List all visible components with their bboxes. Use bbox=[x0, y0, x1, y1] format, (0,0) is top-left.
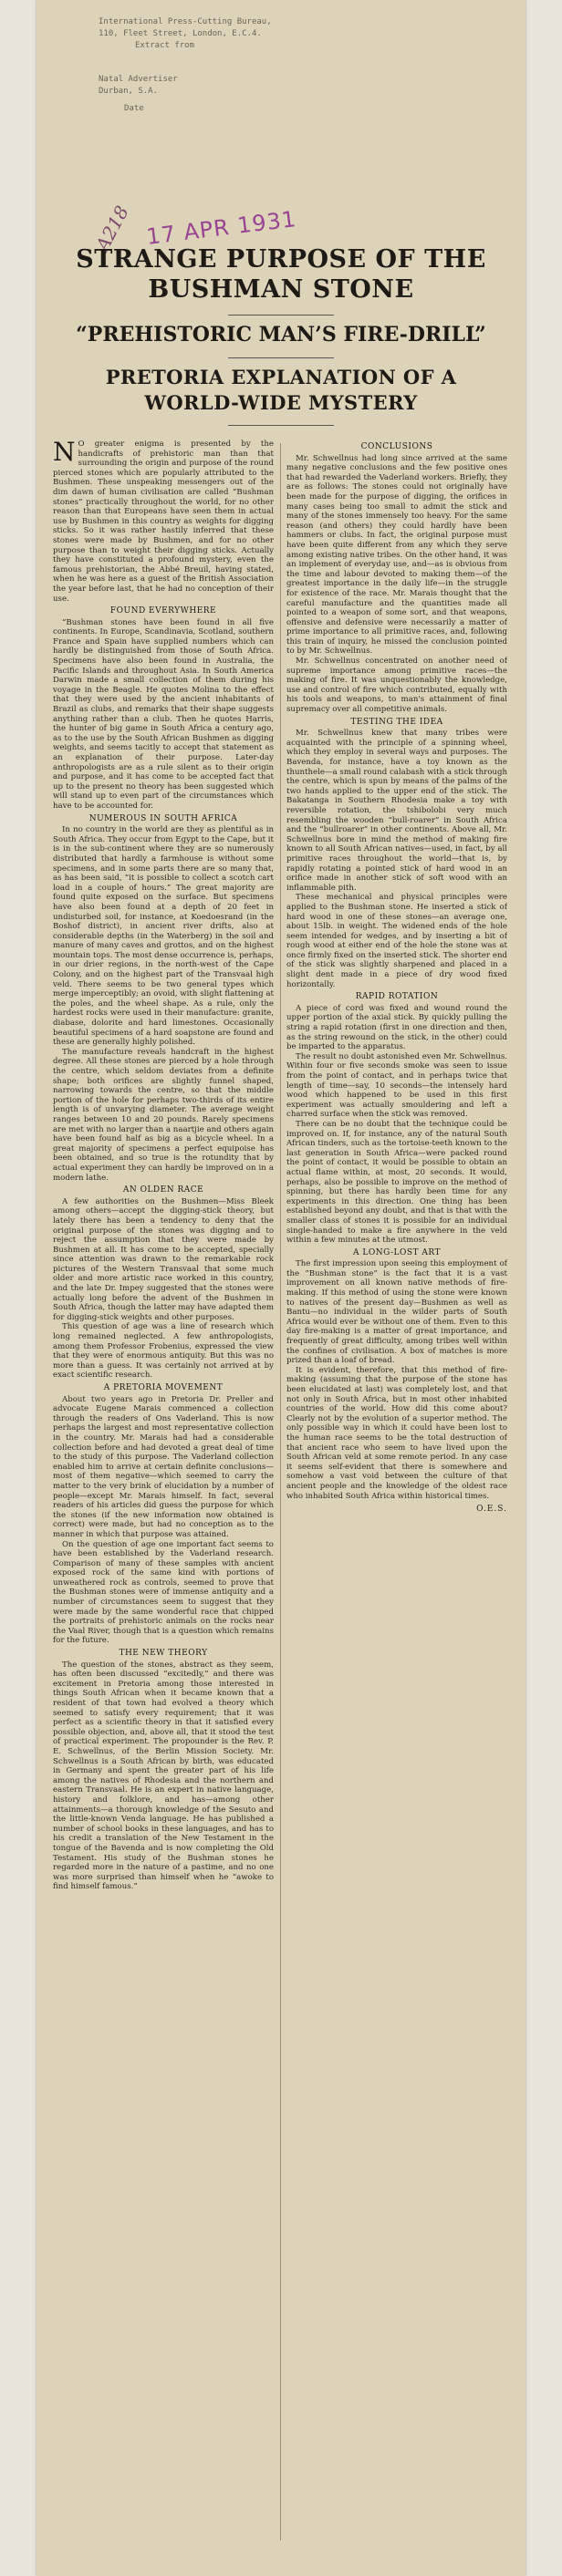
paragraph: Mr. Schwellnus knew that many tribes were acquainted with the principle of a spinning wheel, which they employ in several ways and purposes. The Bavenda, for instance, have a toy known as the thunthele—a small round calabash with a stick through the centre, which is spun by means of the palms of the two hands applied to the upper end of the stick. The Bakatanga in Southern Rhodesia make a toy with reversible rotation, the tshibolobi very much resembling the wooden “bull-roarer” in South Africa and the “bullroarer” in other continents. Above all, Mr. Schwellnus bore in mind the method of making fire known to all South African natives—used, in fact, by all primitive races throughout the world—that is, by rapidly rotating a pointed stick of hard wood in an orifice made in another stick of soft wood with an inflammable pith. bbox=[286, 729, 507, 893]
subhead-olden-race: AN OLDEN RACE bbox=[122, 1185, 204, 1195]
subhead-rapid-rotation: RAPID ROTATION bbox=[355, 992, 439, 1002]
subhead-pretoria-movement: A PRETORIA MOVEMENT bbox=[103, 1383, 224, 1392]
subdeck-headline: PRETORIA EXPLANATION OF A WORLD-WIDE MYSTERY bbox=[105, 366, 457, 414]
date-label: Date bbox=[124, 104, 144, 113]
paragraph: It is evident, therefore, that this method of fire-making (assuming that the purpose of the stone has been elucidated at last) was completely lost, and that not only in South Africa, but in most other inhabited countries of the world. How did this come about? Clearly not by the evolution of a superior method. The only possible way in which it could have been lost to the human race seems to be the total destruction of that ancient race who seem to have lived upon the South African veld at some remote period. In any case it seems self-evident that there is somewhere and somehow a vast void between the culture of that ancient people and the knowledge of the oldest race who inhabited South Africa within historical times. bbox=[286, 1365, 507, 1501]
source-newspaper: Natal Advertiser bbox=[99, 75, 178, 84]
paragraph: “Bushman stones have been found in all five continents. In Europe, Scandinavia, Scotland, southern France and Spain have supplied numbers which can hardly be distinguished from those of South Africa. Specimens have also been found in Australia, the Pacific Islands and throughout Asia. In South America Darwin made a small collection of them during his voyage in the Beagle. He quotes Molina to the effect that they were used by the ancient inhabitants of Brazil as clubs, and remarks that their shape suggests anything rather than a club. Then he quotes Harris, the hunter of big game in South Africa a century ago, as to the use by the South African Bushmen as digging weights, and seems tacitly to accept that statement as an explanation of their purpose. Later-day anthropologists are as a rule silent as to their origin and purpose, and it has come to be accepted fact that up to the present no theory has been suggested which will stand up to even part of the circumstances which have to be accounted for. bbox=[53, 617, 274, 811]
subhead-new-theory: THE NEW THEORY bbox=[119, 1649, 208, 1659]
paragraph: Mr. Schwellnus had long since arrived at the same many negative conclusions and the few positive ones that had rewarded the Vaderland workers. Briefly, they are as follows: The stones could not originally have been made for the purpose of digging, the orifices in many cases being too small to admit the stick and many of the stones immensely too heavy. For the same reason (and others) they could hardly have been hammers or clubs. In fact, the original purpose must have been quite different from any which they serve among existing native tribes. On the other hand, it was an implement of everyday use, and—as is obvious from the time and labour devoted to making them—of the greatest importance in the daily life—in the struggle for existence of the race. Mr. Marais thought that the careful manufacture and the quantities made all pointed to a weapon of some sort, and that weapons, offensive and defensive were necessarily a matter of prime importance to all primitive races, and, following this train of inquiry, he missed the conclusion pointed to by Mr. Schwellnus. bbox=[286, 453, 507, 657]
author-initials: O.E.S. bbox=[476, 1505, 507, 1515]
subhead-testing-idea: TESTING THE IDEA bbox=[350, 717, 443, 727]
subhead-numerous: NUMEROUS IN SOUTH AFRICA bbox=[88, 813, 238, 823]
paragraph: In no country in the world are they as plentiful as in South Africa. They occur from Egypt to the Cape, but it is in the sub-continent where they are so numerously distributed that hardly a farmhouse is without some specimens, and in some parts there are so many that, as has been said, “it is possible to collect a scotch cart load in a couple of hours.” The great majority are found quite exposed on the surface. But specimens have also been found at a depth of 20 feet in undisturbed soil, for instance, at Koedoesrand (in the Boshof district), in ancient river drifts, also at considerable depths (in the Waterberg) in the soil and manure of many caves and grottos, and on the highest mountain tops. The most dense occurrence is, perhaps, in our drier regions, in the north-west of the Cape Colony, and on the highest part of the Transvaal high veld. There seems to be two general types which merge imperceptibly; an ovoid, with slight flattening at the poles, and the wheel shape. As a rule, only the hardest rocks were used in their manufacture: granite, diabase, dolorite and hard limestones. Occasionally beautiful specimens of a hard soapstone are found and these are generally highly polished. bbox=[53, 825, 274, 1048]
paragraph: There can be no doubt that the technique could be improved on. If, for instance, any of the natural South African tinders, such as the tortoise-teeth known to the last generation in South Africa—were packed round the point of contact, it would be possible to obtain an actual flame within, at most, 20 seconds. It would, perhaps, also be possible to improve on the method of spinning, but there has hardly been time for any experiments in this direction. One thing has been established beyond any doubt, and that is that with the smaller class of stones it is possible for an individual single-handed to make a fire anywhere in the veld within a few minutes at the utmost. bbox=[286, 1119, 507, 1246]
paragraph: The manufacture reveals handcraft in the highest degree. All these stones are pierced by a hole through the centre, which seldom deviates from a definite shape; both orifices are slightly funnel shaped, narrowing towards the centre, so that the middle portion of the hole for perhaps two-thirds of its entire length is of unvarying diameter. The average weight ranges between 10 and 20 pounds. Rarely specimens are met with no larger than a naartjie and others again have been found half as big as a bicycle wheel. In a great majority of specimens a perfect equipoise has been obtained, and so true is the rotundity that by actual experiment they can hardly be improved on in a modern lathe. bbox=[53, 1047, 274, 1183]
article-column-left bbox=[53, 440, 274, 2557]
extract-label: Extract from bbox=[135, 41, 195, 50]
paragraph: A piece of cord was fixed and wound round the upper portion of the axial stick. By quickly pulling the string a rapid rotation (first in one direction and then, as the string rewound on the stick, in the other) could be imparted to the apparatus. bbox=[286, 1003, 507, 1052]
subhead-conclusions: CONCLUSIONS bbox=[360, 442, 433, 451]
deck-headline: “PREHISTORIC MAN’S FIRE-DRILL” bbox=[76, 323, 486, 347]
main-headline: STRANGE PURPOSE OF THE BUSHMAN STONE bbox=[76, 245, 486, 304]
date-stamp: 17 APR 1931 bbox=[144, 206, 298, 250]
paragraph: Mr. Schwellnus concentrated on another need of supreme importance among primitive races—the making of fire. It was unquestionably the knowledge, use and control of fire which contributed, equally with his tools and weapons, to man's attainment of final supremacy over all competitive animals. bbox=[286, 657, 507, 715]
paragraph: The result no doubt astonished even Mr. Schwellnus. Within four or five seconds smoke was seen to issue from the point of contact, and in perhaps twice that length of time—say, 10 seconds—the intensely hard wood which happened to be used in this first experiment was actually smouldering and left a charred surface when the stick was removed. bbox=[286, 1051, 507, 1120]
headline-divider bbox=[228, 315, 334, 316]
paragraph: This question of age was a line of research which long remained neglected. A few anthropologists, among them Professor Frobenius, expressed the view that they were of enormous antiquity. But this was no more than a guess. It was certainly not arrived at by exact scientific research. bbox=[53, 1322, 274, 1381]
paragraph: A few authorities on the Bushmen—Miss Bleek among others—accept the digging-stick theory, but lately there has been a tendency to deny that the original purpose of the stones was digging and to reject the assumption that they were made by Bushmen at all. It has come to be accepted, specially since attention was drawn to the remarkable rock pictures of the Western Transvaal that some much older and more artistic race worked in this country, and the late Dr. Impey suggested that the stones were actually long before the advent of the Bushmen in South Africa, though the latter may have adapted them for digging-stick weights and other purposes. bbox=[53, 1196, 274, 1322]
handwritten-annotation: A218 bbox=[91, 202, 133, 255]
press-cutting-slip bbox=[99, 16, 272, 115]
column-divider bbox=[280, 443, 281, 2540]
headline-divider bbox=[228, 425, 334, 426]
subhead-found-everywhere: FOUND EVERYWHERE bbox=[109, 606, 217, 616]
paragraph-continues: The question of the stones, abstract as they seem, has often been discussed “excitedly,” and there was excitement in Pretoria among those interested in things South African when it became known that a resident of that town had evolved a theory which seemed to satisfy every requirement; that it was perfect as a scientific theory in that it satisfied every possible objection, and, above all, that it stood the test of practical experiment. The propounder is the Rev. P. E. Schwellnus, of the Berlin Mission Society. Mr. Schwellnus is a South African by birth, was educated in Germany and spent the greater part of his life among the natives of Rhodesia and the northern and eastern Transvaal. He is an expert in native language, history and folklore, and has—among other attainments—a thorough knowledge of the Sesuto and the little-known Venda language. He has published a number of school books in these languages, and has to his credit a translation of the New Testament in the tongue of the Bavenda and is now completing the Old Testament. His study of the Bushman stones he regarded more in the nature of a pastime, and no one was more surprised than himself when he “awoke to find himself famous.” bbox=[53, 1660, 274, 1892]
drop-cap: N bbox=[53, 440, 76, 467]
paragraph: On the question of age one important fact seems to have been established by the Vaderland research. Comparison of many of these samples with ancient exposed rock of the same kind with portions of unweathered rock as controls, seemed to prove that the Bushman stones were of immense antiquity and a number of circumstances seem to suggest that they were made by the same wonderful race that chipped the portraits of prehistoric animals on the rocks near the Vaal River, though that is a question which remains for the future. bbox=[53, 1539, 274, 1646]
source-city: Durban, S.A. bbox=[99, 87, 159, 96]
article-intro: N O greater enigma is presented by the handicrafts of prehistoric man than that surrounding the origin and purpose of the round pierced stones which are popularly attributed to the Bushmen. These unspeaking messengers out of the dim dawn of human civilisation are called “Bushman stones” practically throughout the world, for no other reason than that Europeans have seen them in actual use by Bushmen in this country as weights for digging sticks. So it was rather hastily inferred that these stones were made by Bushmen, and for no other purpose than to weight their digging sticks. Actually they have constituted a profound mystery, even the famous prehistorian, the Abbé Breuil, having stated, when he was here as a guest of the British Association the year before last, that he had no conception of their use. bbox=[53, 440, 274, 604]
subhead-long-lost-art: A LONG-LOST ART bbox=[353, 1247, 441, 1257]
paragraph: About two years ago in Pretoria Dr. Preller and advocate Eugene Marais commenced a collection through the readers of Ons Vaderland. This is now perhaps the largest and most representative collection in the country. Mr. Marais had had a considerable collection before and had devoted a great deal of time to the study of this purpose. The Vaderland collection enabled him to arrive at certain definite conclusions—most of them negative—which seemed to carry the matter to the very brink of elucidation by a number of people—except Mr. Marais himself. In fact, several readers of his articles did guess the purpose for which the stones (if the new information now obtained is correct) were made, but had no conception as to the manner in which that purpose was attained. bbox=[53, 1394, 274, 1539]
bureau-name: International Press-Cutting Bureau, bbox=[99, 17, 272, 26]
paragraph: These mechanical and physical principles were applied to the Bushman stone. He inserted a stick of hard wood in one of these stones—an average one, about 15lb. in weight. The widened ends of the hole seem intended for wedges, and by inserting a bit of rough wood at either end of the hole the stone was at once firmly fixed on the inserted stick. The shorter end of the stick was slightly sharpened and placed in a slight dent made in a piece of dry wood fixed horizontally. bbox=[286, 893, 507, 989]
paragraph: The first impression upon seeing this employment of the “Bushman stone” is the fact that it is a vast improvement on all known native methods of fire-making. If this method of using the stone were known to natives of the present day—Bushmen as well as Bantu—no individual in the wilder parts of South Africa would ever be without one of them. Even to this day fire-making is a matter of great importance, and frequently of great difficulty, among tribes well within the confines of civilisation. A box of matches is more prized than a loaf of bread. bbox=[286, 1259, 507, 1366]
headline-divider bbox=[228, 357, 334, 358]
bureau-address: 110, Fleet Street, London, E.C.4. bbox=[99, 29, 262, 38]
article-column-right bbox=[286, 440, 507, 2557]
